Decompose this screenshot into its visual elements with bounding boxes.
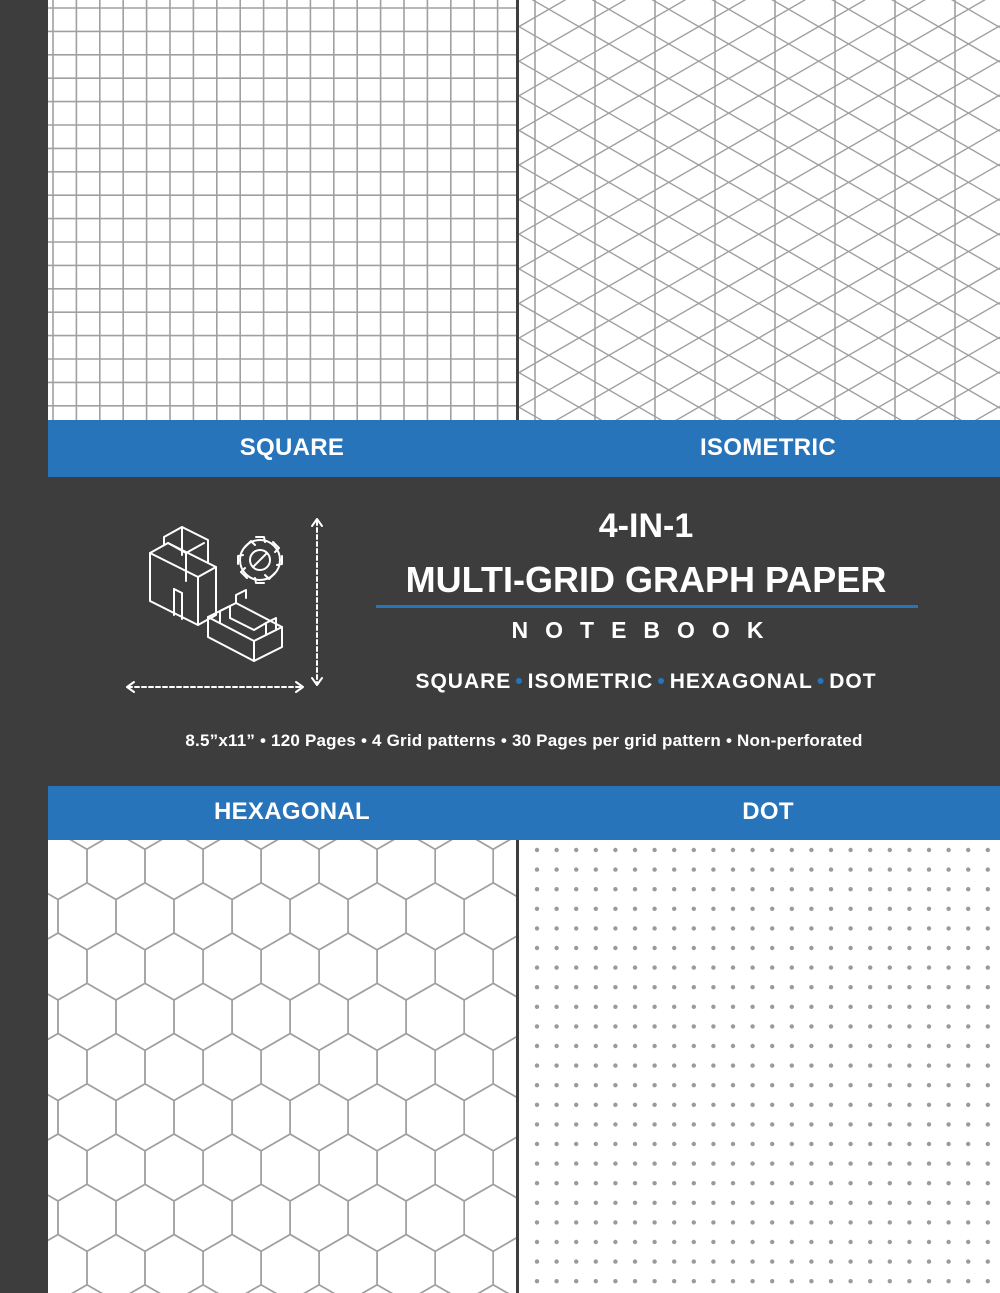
title-underline bbox=[376, 605, 918, 608]
isometric-grid-panel bbox=[519, 0, 1000, 420]
grid-type-item: ISOMETRIC bbox=[527, 670, 654, 693]
product-specs: 8.5”x11” • 120 Pages • 4 Grid patterns • 30 Pages per grid pattern • Non-perforated bbox=[185, 731, 863, 750]
grid-type-list bbox=[376, 670, 916, 694]
dot-label: DOT bbox=[742, 798, 794, 825]
square-grid-panel bbox=[48, 0, 516, 420]
dot-grid-panel bbox=[519, 840, 1000, 1293]
hexagonal-grid-pattern bbox=[48, 840, 516, 1293]
title-block bbox=[48, 477, 1000, 786]
square-label: SQUARE bbox=[239, 434, 345, 461]
grid-type-item: SQUARE bbox=[415, 670, 512, 693]
hexagonal-label: HEXAGONAL bbox=[213, 798, 371, 825]
horizontal-dimension-arrow-icon bbox=[127, 682, 303, 692]
gear-icon bbox=[238, 537, 282, 583]
hexagonal-grid-panel bbox=[48, 840, 516, 1293]
isometric-blocks-icon bbox=[150, 527, 216, 625]
bullet-separator: • bbox=[816, 670, 826, 693]
panel-divider-top bbox=[516, 0, 519, 420]
bracket-part-icon bbox=[208, 590, 282, 661]
bullet-separator: • bbox=[657, 670, 666, 693]
cover-spine bbox=[0, 0, 48, 1293]
dot-grid-pattern bbox=[519, 840, 1000, 1293]
top-label-band bbox=[48, 420, 1000, 477]
vertical-dimension-arrow-icon bbox=[312, 519, 322, 685]
grid-type-item: HEXAGONAL bbox=[669, 670, 813, 693]
square-grid-pattern bbox=[48, 0, 516, 420]
grid-type-item: DOT bbox=[829, 670, 877, 693]
isometric-label: ISOMETRIC bbox=[699, 434, 837, 461]
bottom-label-band bbox=[48, 786, 1000, 840]
isometric-grid-pattern bbox=[519, 0, 1000, 420]
engineering-illustration bbox=[124, 515, 334, 695]
title-main: MULTI-GRID GRAPH PAPER bbox=[405, 559, 887, 600]
bullet-separator: • bbox=[515, 670, 524, 693]
title-count: 4-IN-1 bbox=[598, 507, 694, 545]
subtitle: NOTEBOOK bbox=[511, 617, 781, 643]
